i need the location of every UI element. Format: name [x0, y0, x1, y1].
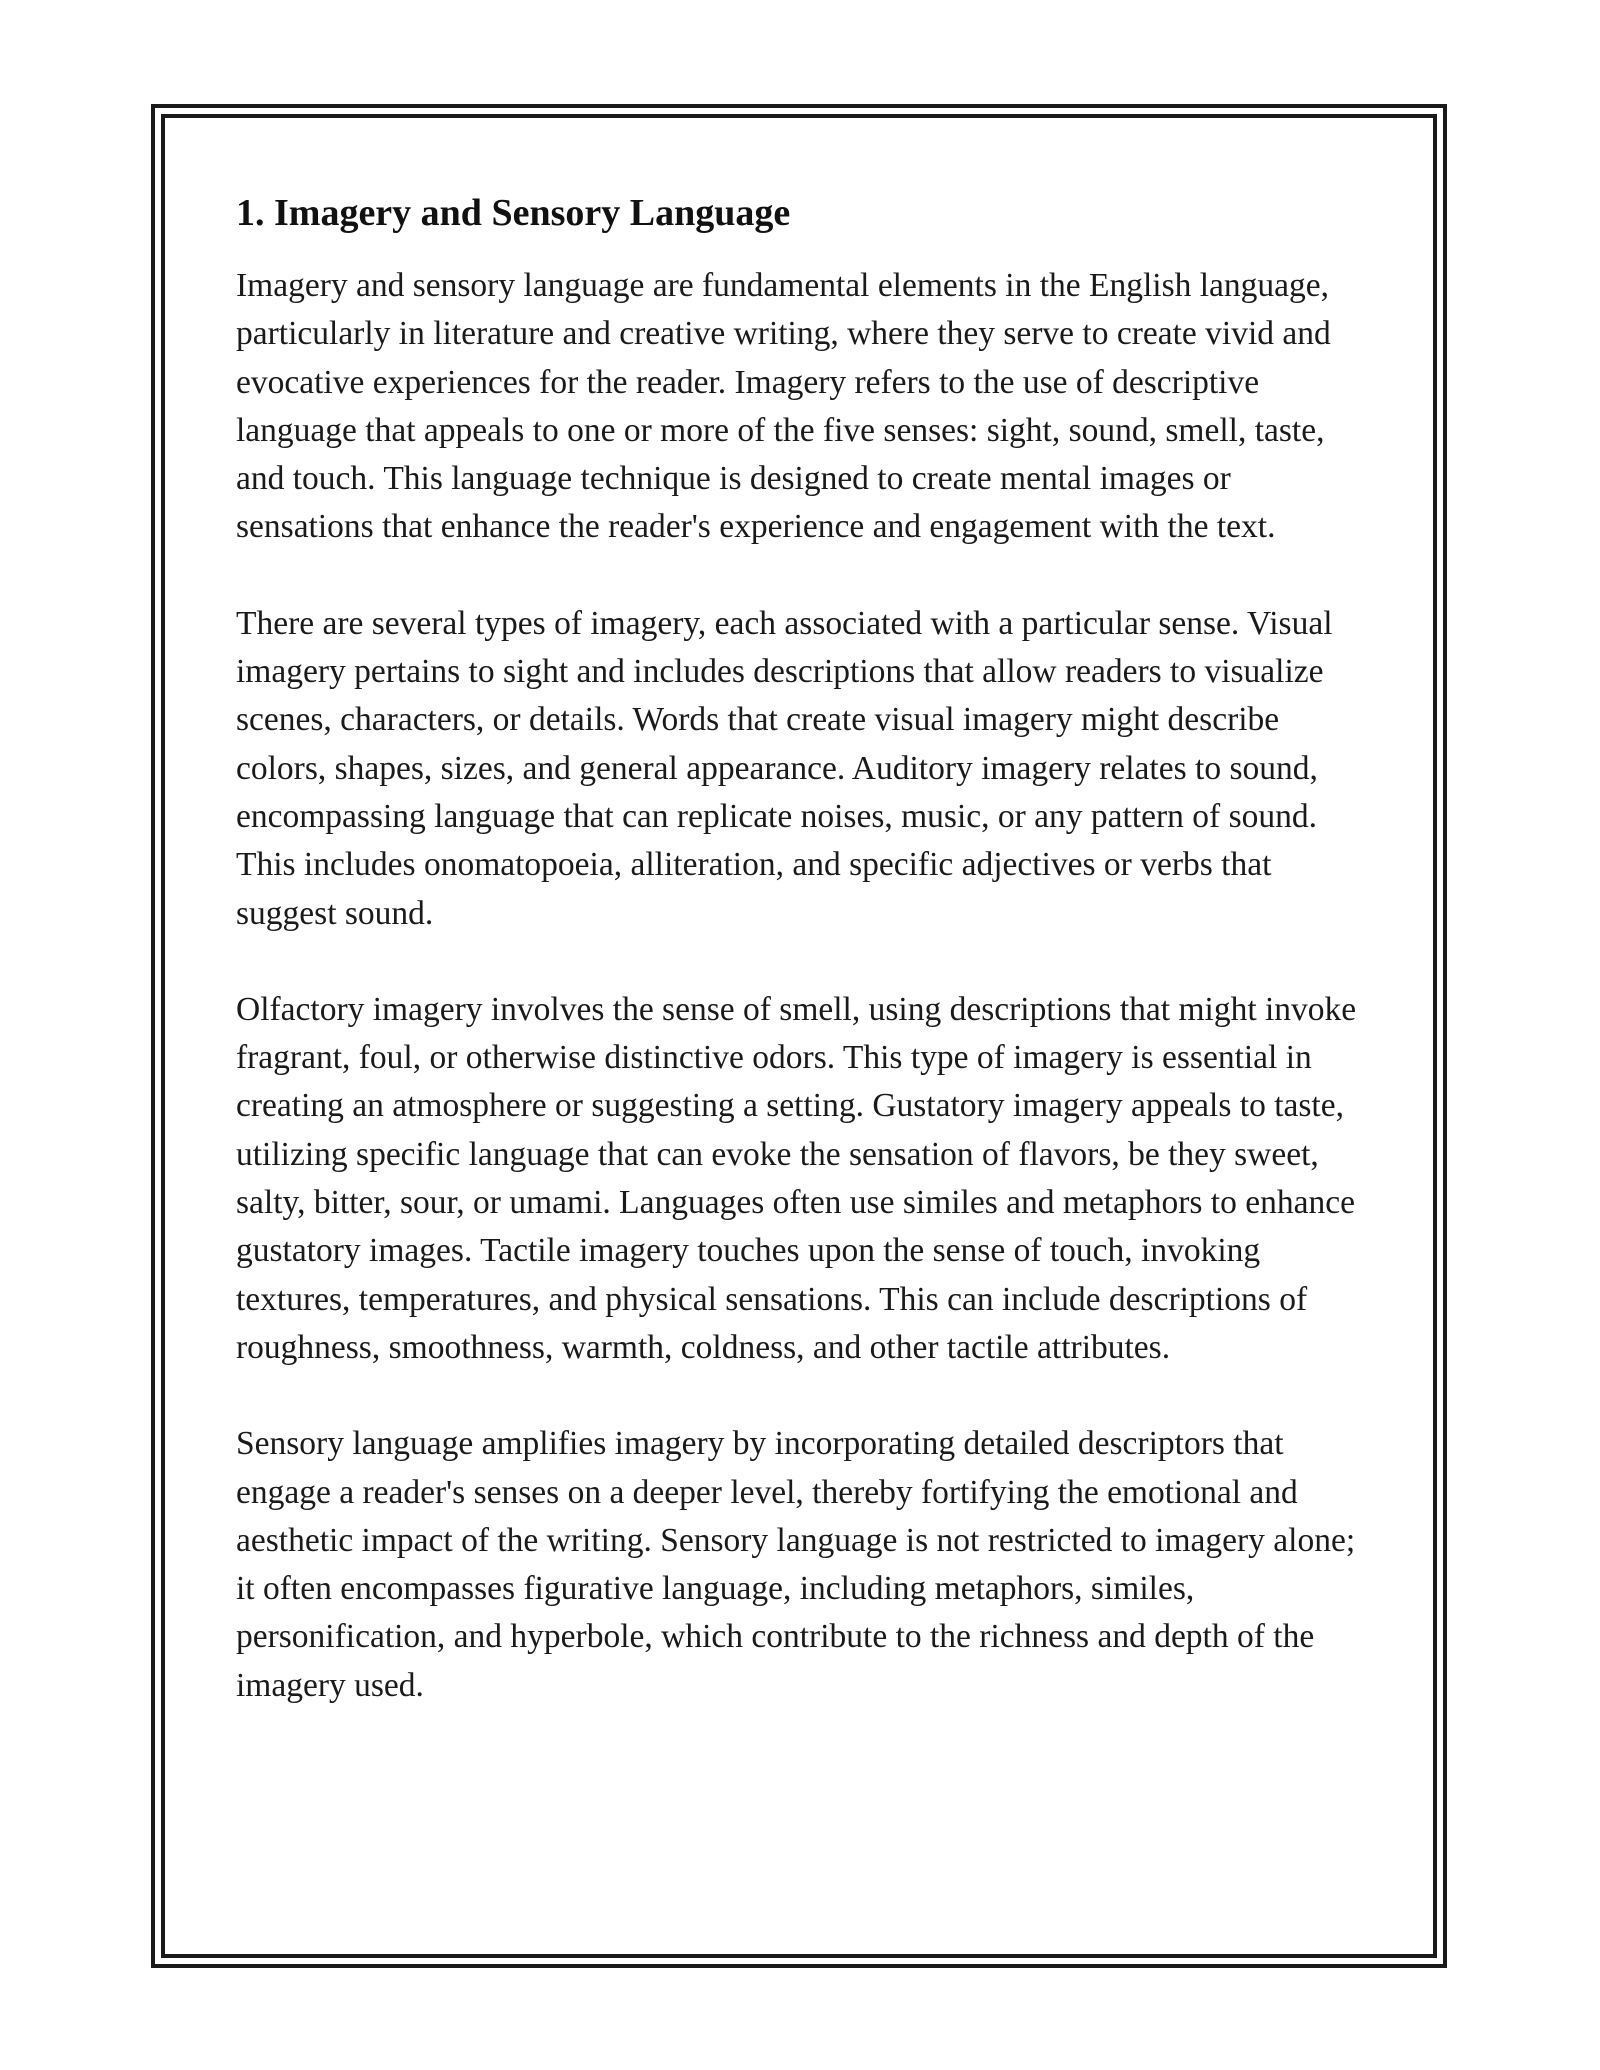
paragraph-sensory-language: Sensory language amplifies imagery by incorporating detailed descriptors that engage a reader's senses on a deeper level, thereby fortifying the emotional and aesthetic impact of the writing. Sensory language is not restricted to imagery alone; it often encompasses figurative language, including metaphors, similes, personification, and hyperbole, which contribute to the richness and depth of the imagery used. [236, 1425, 1356, 1704]
paragraph-olfactory-gustatory-tactile: Olfactory imagery involves the sense of smell, using descriptions that might invoke fragrant, foul, or otherwise distinctive odors. This type of imagery is essential in creating an atmosphere or suggesting a setting. Gustatory imagery appeals to taste, utilizing specific language that can evoke the sensation of flavors, be they sweet, salty, bitter, sour, or umami. Languages often use similes and metaphors to enhance gustatory images. Tactile imagery touches upon the sense of touch, invoking textures, temperatures, and physical sensations. This can include descriptions of roughness, smoothness, warmth, coldness, and other tactile attributes. [236, 990, 1357, 1366]
paragraph-imagery-definition: Imagery and sensory language are fundamental elements in the English language, particularly in literature and creative writing, where they serve to create vivid and evocative experiences for the reader. Imagery refers to the use of descriptive language that appeals to one or more of the five senses: sight, sound, smell, taste, and touch. This language technique is designed to create mental images or sensations that enhance the reader's experience and engagement with the text. [236, 267, 1331, 546]
document-body [236, 186, 1366, 1758]
section-heading: 1. Imagery and Sensory Language [236, 192, 791, 234]
paragraph-visual-auditory: There are several types of imagery, each associated with a particular sense. Visual imagery pertains to sight and includes descriptions that allow readers to visualize scenes, characters, or details. Words that create visual imagery might describe colors, shapes, sizes, and general appearance. Auditory imagery relates to sound, encompassing language that can replicate noises, music, or any pattern of sound. This includes onomatopoeia, alliteration, and specific adjectives or verbs that suggest sound. [236, 604, 1333, 932]
